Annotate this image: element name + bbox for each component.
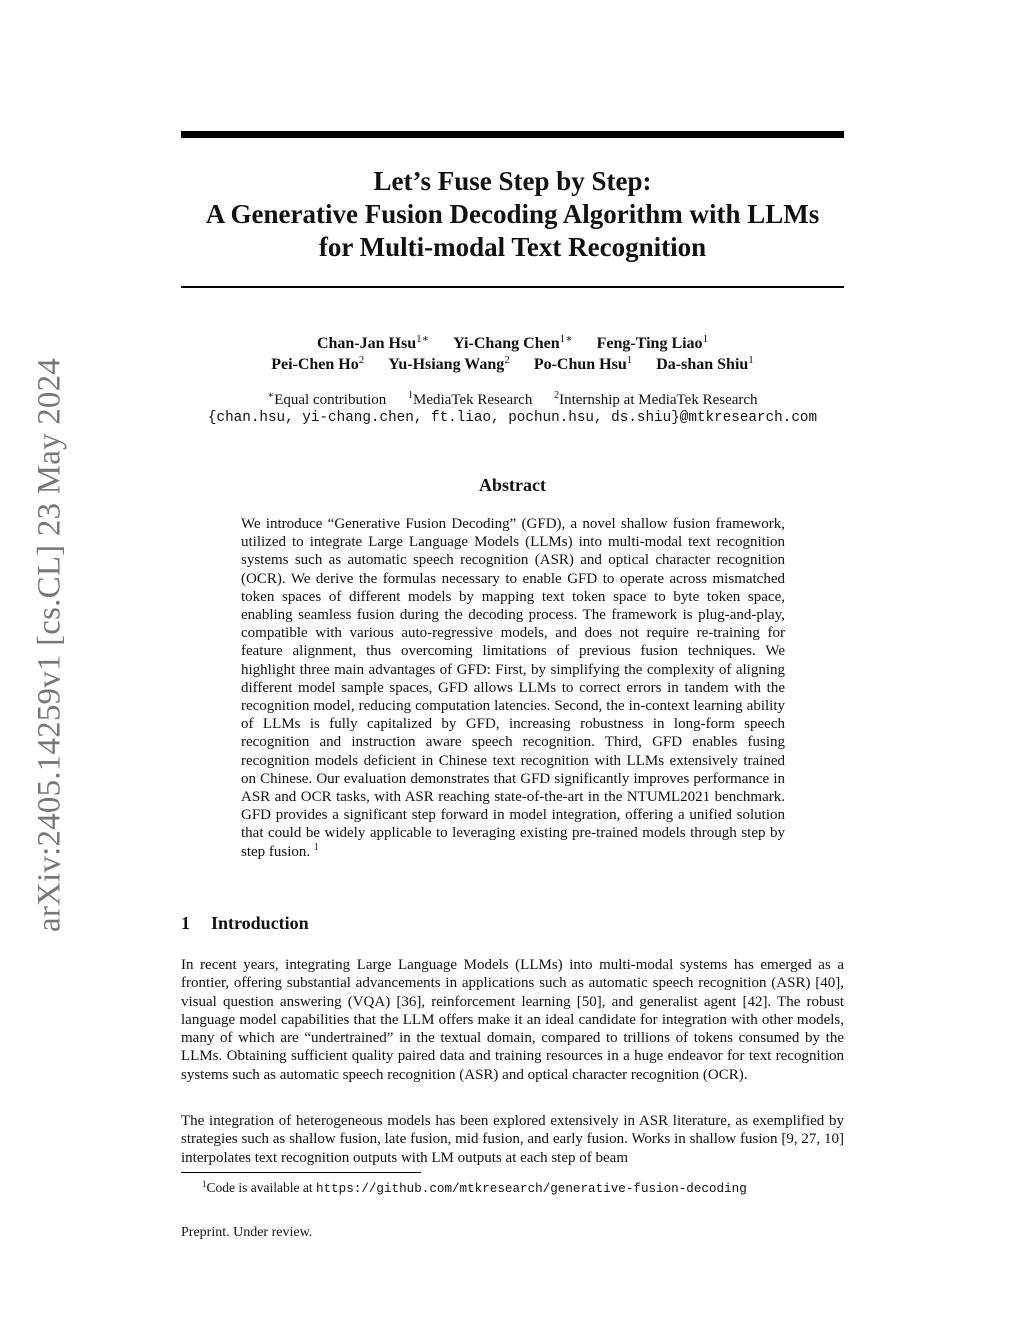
author: Yi-Chang Chen$^{1∗}$ — [453, 333, 573, 352]
section-number: 1 — [181, 913, 190, 933]
title-line-3: for Multi-modal Text Recognition — [318, 232, 707, 262]
title-bottom-rule — [181, 286, 844, 288]
section-title: Introduction — [211, 913, 309, 933]
author-line-2 — [181, 354, 844, 375]
footnote-rule — [181, 1172, 421, 1173]
author: Po-Chun Hsu$^1$ — [533, 354, 633, 373]
affiliation: ∗Equal contribution — [267, 390, 387, 408]
author-list — [181, 333, 844, 375]
author: Yu-Hsiang Wang$^2$ — [388, 354, 510, 373]
author: Chan-Jan Hsu$^{1∗}$ — [316, 333, 430, 352]
paragraph: In recent years, integrating Large Language Models (LLMs) into multi-modal systems has emerged as a frontier, offering substantial advancements in applications such as automatic speech recognition (ASR) [40], visual question answering (VQA) [36], reinforcement learning [50], and generalist agent [42]. The robust language model capabilities that the LLM offers make it an ideal candidate for integration with other models, many of which are “undertrained” in the textual domain, compared to trillions of tokens consumed by the LLMs. Obtaining sufficient quality paired data and training resources in a huge endeavor for text recognition systems such as automatic speech recognition (ASR) and optical character recognition (OCR). — [181, 957, 844, 1083]
author-emails: {chan.hsu, yi-chang.chen, ft.liao, pochun.hsu, ds.shiu}@mtkresearch.com — [207, 410, 818, 426]
affiliations — [181, 391, 844, 410]
title-line-1: Let’s Fuse Step by Step: — [373, 166, 652, 196]
affiliation: $^1$MediaTek Research — [408, 390, 533, 408]
abstract-heading: Abstract — [479, 475, 546, 495]
footnote: $^1$Code is available at https://github.com/mtkresearch/generative-fusion-decoding — [202, 1179, 747, 1196]
section-heading — [181, 913, 309, 934]
paper-title — [181, 165, 844, 264]
title-line-2: A Generative Fusion Decoding Algorithm with LLMs — [205, 199, 820, 229]
author: Feng-Ting Liao$^1$ — [596, 333, 709, 352]
author: Pei-Chen Ho$^2$ — [271, 354, 365, 373]
author: Da-shan Shiu$^1$ — [656, 354, 754, 373]
code-link[interactable]: https://github.com/mtkresearch/generative-fusion-decoding — [315, 1182, 747, 1196]
arxiv-identifier: arXiv:2405.14259v1 [cs.CL] 23 May 2024 — [31, 357, 68, 933]
footnote-ref: 1 — [313, 841, 319, 853]
title-top-rule — [181, 131, 844, 138]
preprint-note: Preprint. Under review. — [181, 1225, 313, 1240]
abstract-body: We introduce “Generative Fusion Decoding” (GFD), a novel shallow fusion framework, utilized to integrate Large Language Models (LLMs) into multi-modal text recognition systems such as automatic speech recognition (ASR) and optical character recognition (OCR). We derive the formulas necessary to enable GFD to operate across mismatched token spaces of different models by mapping text token space to byte token space, enabling seamless fusion during the decoding process. The framework is plug-and-play, compatible with various auto-regressive models, and does not require re-training for feature alignment, thus overcoming limitations of previous fusion techniques. We highlight three main advantages of GFD: First, by simplifying the complexity of aligning different model sample spaces, GFD allows LLMs to correct errors in tandem with the recognition model, reducing computation latencies. Second, the in-context learning ability of LLMs is fully capitalized by GFD, increasing robustness in long-form speech recognition and instruction aware speech recognition. Third, GFD enables fusing recognition models deficient in Chinese text recognition with LLMs extensively trained on Chinese. Our evaluation demonstrates that GFD significantly improves performance in ASR and OCR tasks, with ASR reaching state-of-the-art in the NTUML2021 benchmark. GFD provides a significant step forward in model integration, offering a unified solution that could be widely applicable to leveraging existing pre-trained models through step by step fusion. $^1$ — [241, 516, 785, 860]
author-line-1 — [181, 333, 844, 354]
affiliation: $^2$Internship at MediaTek Research — [554, 390, 758, 408]
paragraph: The integration of heterogeneous models has been explored extensively in ASR literature, as exemplified by strategies such as shallow fusion, late fusion, mid fusion, and early fusion. Works in shallow fusion [9, 27, 10] interpolates text recognition outputs with LM outputs at each step of beam — [181, 1113, 844, 1166]
